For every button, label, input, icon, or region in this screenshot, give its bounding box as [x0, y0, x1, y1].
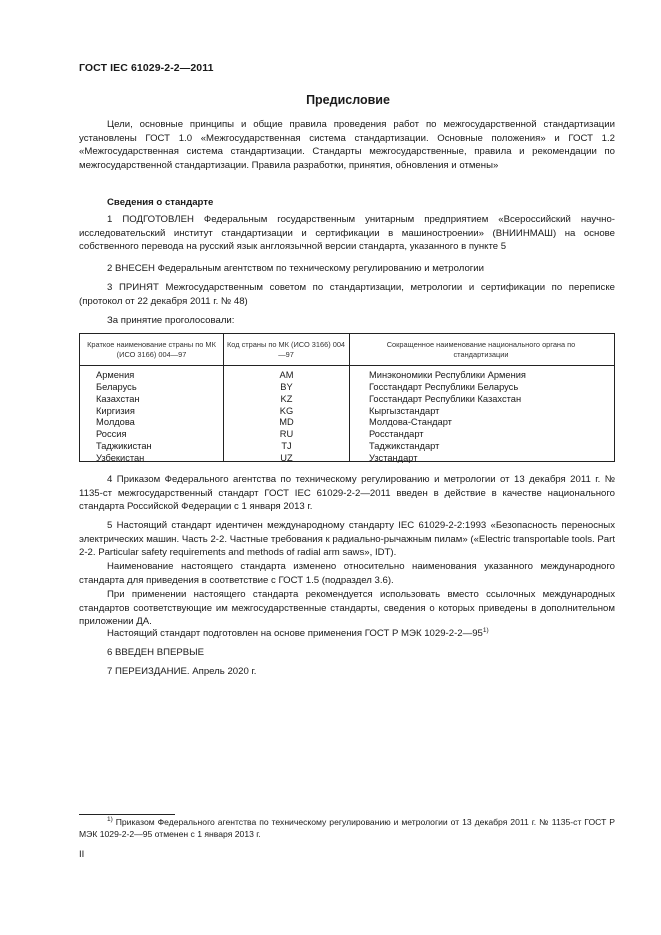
- table-cell-code: UZ: [280, 452, 293, 463]
- intro-paragraph: Цели, основные принципы и общие правила проведения работ по межгосударственной стандартизации установлены ГОСТ 1.0 «Межгосударственная система стандартизации. Основные положения» и ГОСТ 1.2 «Межгосударственная система стандартизации. Стандарты межгосударственные, правила и рекомендации по межгосударственной стандартизации. Правила разработки, принятия, обновления и отмены»: [79, 119, 615, 171]
- table-cell-country: Узбекистан: [96, 452, 145, 463]
- table-divider: [349, 334, 350, 461]
- footnote-mark: 1): [107, 816, 113, 823]
- table-cell-body: Молдова-Стандарт: [369, 417, 452, 428]
- code-column: [224, 370, 349, 465]
- table-cell-country: Армения: [96, 370, 135, 380]
- item-5-references: При применении настоящего стандарта рекомендуется использовать вместо ссылочных международных стандартов соответствующие им межгосударственные стандарты, сведения о которых приведены в дополнительном приложении ДА.: [79, 589, 615, 628]
- item-2-paragraph: 2 ВНЕСЕН Федеральным агентством по техническому регулированию и метрологии: [107, 263, 485, 274]
- table-cell-country: Беларусь: [96, 381, 137, 392]
- table-cell-country: Киргизия: [96, 405, 135, 416]
- table-cell-country: Россия: [96, 429, 127, 440]
- table-cell-body: Таджикстандарт: [369, 441, 440, 452]
- body-column: [369, 370, 526, 465]
- table-header-body: Сокращенное наименование национального органа по стандартизации: [386, 340, 576, 359]
- table-cell-body: Госстандарт Республики Казахстан: [369, 393, 522, 404]
- country-column: [96, 370, 152, 465]
- basis-text: Настоящий стандарт подготовлен на основе применения ГОСТ Р МЭК 1029-2-2—95: [107, 628, 483, 639]
- document-code-header: ГОСТ IEC 61029-2-2—2011: [79, 62, 214, 74]
- item-5-name-change: Наименование настоящего стандарта изменено относительно наименования указанного международного стандарта для приведения в соответствие с ГОСТ 1.5 (подраздел 3.6).: [79, 561, 615, 586]
- table-cell-code: KG: [279, 405, 294, 416]
- table-cell-code: RU: [279, 429, 294, 440]
- page-title: Предисловие: [306, 93, 390, 107]
- table-cell-country: Таджикистан: [96, 441, 152, 452]
- table-header-country: Краткое наименование страны по МК (ИСО 3166) 004—97: [87, 340, 216, 359]
- voting-table: [79, 333, 615, 462]
- section-heading: Сведения о стандарте: [107, 197, 214, 208]
- table-cell-code: BY: [280, 381, 293, 392]
- table-cell-country: Молдова: [96, 417, 135, 428]
- table-cell-code: AM: [279, 370, 294, 380]
- table-cell-body: Росстандарт: [369, 429, 424, 440]
- table-cell-body: Кыргызстандарт: [369, 405, 440, 416]
- item-5-paragraph: 5 Настоящий стандарт идентичен международному стандарту IEC 61029-2-2:1993 «Безопасность переносных электрических машин. Часть 2-2. Частные требования к радиально-рычажным пилам» («Electric transportable tools. Part 2-2. Particular safety requirements and methods of radial arm saws», IDT).: [79, 520, 615, 559]
- table-cell-code: KZ: [280, 393, 293, 404]
- vote-intro: За принятие проголосовали:: [107, 315, 235, 326]
- footnote-text: Приказом Федерального агентства по техническому регулированию и метрологии от 13 декабря 2011 г. № 1135-ст ГОСТ Р МЭК 1029-2-2—95 отменен с 1 января 2013 г.: [79, 817, 615, 839]
- table-header-code: Код страны по МК (ИСО 3166) 004—97: [226, 340, 346, 359]
- footnote-rule: [79, 814, 175, 815]
- item-5-basis: [79, 627, 615, 641]
- table-header-rule: [80, 365, 614, 366]
- item-3-paragraph: 3 ПРИНЯТ Межгосударственным советом по стандартизации, метрологии и сертификации по переписке (протокол от 22 декабря 2011 г. № 48): [79, 282, 615, 307]
- item-4-paragraph: 4 Приказом Федерального агентства по техническому регулированию и метрологии от 13 декабря 2011 г. № 1135-ст межгосударственный стандарт ГОСТ IEC 61029-2-2—2011 введен в действие в качестве национального стандарта Российской Федерации с 1 января 2013 г.: [79, 474, 615, 513]
- table-cell-body: Минэкономики Республики Армения: [369, 370, 526, 380]
- item-6-paragraph: 6 ВВЕДЕН ВПЕРВЫЕ: [107, 647, 205, 658]
- item-1-paragraph: 1 ПОДГОТОВЛЕН Федеральным государственным унитарным предприятием «Всероссийский научно-исследовательский институт стандартизации и сертификации в машиностроении» (ВНИИНМАШ) на основе собственного перевода на русский язык англоязычной версии стандарта, указанного в пункте 5: [79, 214, 615, 253]
- table-cell-code: MD: [279, 417, 294, 428]
- page-number: II: [79, 849, 85, 860]
- footnote: [79, 816, 615, 840]
- item-7-paragraph: 7 ПЕРЕИЗДАНИЕ. Апрель 2020 г.: [107, 666, 257, 677]
- table-cell-country: Казахстан: [96, 393, 140, 404]
- table-cell-body: Узстандарт: [369, 452, 418, 463]
- table-cell-body: Госстандарт Республики Беларусь: [369, 381, 519, 392]
- footnote-marker: 1): [482, 627, 489, 634]
- table-cell-code: TJ: [281, 441, 292, 452]
